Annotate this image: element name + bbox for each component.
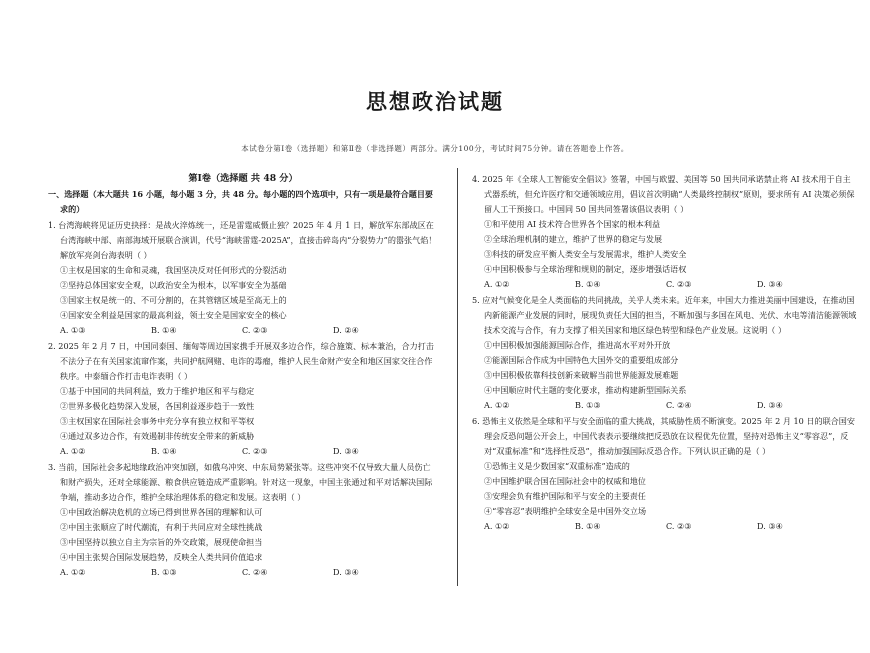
right-question-list	[472, 172, 858, 534]
question-stem: 2. 2025 年 2 月 7 日，中国同泰国、缅甸等周边国家携手开展双多边合作，综合施策、标本兼治，合力打击不法分子在有关国家流窜作案，共同护航网赌、电诈的毒瘤，维护人民生命财产安全和地区国家交往合作秩序。中泰缅合作打击电诈表明（ ）	[48, 341, 434, 381]
page-title: 思想政治试题	[366, 89, 504, 114]
question-item	[48, 339, 438, 459]
question-stem: 5. 应对气候变化是全人类面临的共同挑战，关乎人类未来。近年来，中国大力推进美丽中国建设，在推动国内新能源产业发展的同时，展现负责任大国的担当，不断加强与多国在风电、光伏、水电等清洁能源领域技术交流与合作，有力支撑了相关国家和地区绿色转型和绿色产业发展。这说明（ ）	[472, 295, 857, 335]
answer-choice: A. ①②	[484, 400, 510, 410]
statement-option: ①中国积极加强能源国际合作，推进高水平对外开放	[484, 340, 671, 350]
statement-option: ①恐怖主义是少数国家“双重标准”造成的	[484, 461, 630, 471]
section-instruction: 一、选择题（本大题共 16 小题，每小题 3 分，共 48 分。每小题的四个选项中，只有一项是最符合题目要求的）	[48, 189, 434, 214]
statement-option: ②能源国际合作成为中国特色大国外交的重要组成部分	[484, 355, 679, 365]
answer-choice: C. ②③	[666, 521, 692, 531]
answer-choice: D. ③④	[757, 521, 783, 531]
section-title: 第Ⅰ卷（选择题 共 48 分）	[188, 173, 298, 184]
statement-option: ④国家安全利益是国家的最高利益，领土安全是国家安全的核心	[60, 310, 287, 320]
statement-option: ③科技的研发应平衡人类安全与发展需求，维护人类安全	[484, 249, 687, 259]
statement-option: ③国家主权是统一的、不可分割的，在其管辖区域是至高无上的	[60, 295, 287, 305]
statement-option: ③安理会负有维护国际和平与安全的主要责任	[484, 491, 646, 501]
answer-choices	[472, 519, 858, 534]
answer-choices	[48, 565, 438, 580]
answer-choice: B. ①④	[151, 325, 177, 335]
statement-option: ④中国积极参与全球治理和规则的制定，逐步增强话语权	[484, 264, 687, 274]
answer-choice: D. ③④	[333, 446, 359, 456]
statement-option: ①和平使用 AI 技术符合世界各个国家的根本利益	[484, 219, 661, 229]
statement-option: ④通过双多边合作，有效遏制非传统安全带来的新威胁	[60, 431, 255, 441]
statement-option: ①中国政治解决危机的立场已得到世界各国的理解和认可	[60, 507, 263, 517]
question-item	[472, 172, 858, 292]
answer-choice: B. ①④	[151, 446, 177, 456]
answer-choice: B. ①④	[575, 279, 601, 289]
answer-choices	[48, 323, 438, 338]
answer-choice: B. ①③	[575, 400, 601, 410]
answer-choices	[472, 398, 858, 413]
question-item	[48, 218, 438, 338]
answer-choice: A. ①②	[60, 446, 86, 456]
answer-choices	[472, 277, 858, 292]
statement-option: ①主权是国家的生命和灵魂，我国坚决反对任何形式的分裂活动	[60, 265, 287, 275]
answer-choice: D. ③④	[757, 400, 783, 410]
answer-choice: D. ③④	[757, 279, 783, 289]
statement-option: ④中国顺应时代主题的变化要求，推动构建新型国际关系	[484, 385, 687, 395]
question-item	[472, 414, 858, 534]
left-question-list	[48, 218, 438, 580]
statement-option: ④“零容忍”表明维护全球安全是中国外交立场	[484, 506, 647, 516]
answer-choice: B. ①④	[575, 521, 601, 531]
right-column	[472, 171, 858, 534]
answer-choice: B. ①③	[151, 567, 177, 577]
statement-option: ③中国积极依靠科技创新来破解当前世界能源发展难题	[484, 370, 679, 380]
exam-notice: 本试卷分第Ⅰ卷（选择题）和第Ⅱ卷（非选择题）两部分。满分100分，考试时间75分钟。请在答题卷上作答。	[241, 144, 629, 153]
question-stem: 6. 恐怖主义依然是全球和平与安全面临的重大挑战，其威胁性质不断演变。2025 年 2 月 10 日的联合国安理会反恐问题公开会上，中国代表表示要继续把反恐放在议程优先位置，坚持对恐怖主义“零容忍”，反对“双重标准”和“选择性反恐”，推动加强国际反恐合作。下列认识正确的是（ ）	[472, 416, 855, 456]
answer-choice: C. ②④	[242, 567, 268, 577]
answer-choice: D. ③④	[333, 567, 359, 577]
answer-choice: C. ②④	[666, 400, 692, 410]
answer-choices	[48, 444, 438, 459]
answer-choice: A. ①②	[60, 567, 86, 577]
statement-option: ②中国主张顺应了时代潮流，有利于共同应对全球性挑战	[60, 522, 263, 532]
answer-choice: C. ②③	[242, 325, 268, 335]
statement-option: ③中国坚持以独立自主为宗旨的外交政策，展现使命担当	[60, 537, 263, 547]
statement-option: ③主权国家在国际社会事务中充分享有独立权和平等权	[60, 416, 255, 426]
question-item	[48, 460, 438, 580]
statement-option: ②中国维护联合国在国际社会中的权威和地位	[484, 476, 646, 486]
column-divider	[457, 168, 458, 586]
left-column	[48, 171, 438, 580]
statement-option: ②世界多极化趋势深入发展，各国利益逐步趋于一致性	[60, 401, 255, 411]
answer-choice: D. ②④	[333, 325, 359, 335]
statement-option: ②坚持总体国家安全观，以政治安全为根本，以军事安全为基础	[60, 280, 287, 290]
statement-option: ②全球治理机制的建立，维护了世界的稳定与发展	[484, 234, 663, 244]
question-item	[472, 293, 858, 413]
answer-choice: A. ①③	[60, 325, 86, 335]
answer-choice: C. ②③	[666, 279, 692, 289]
statement-option: ④中国主张契合国际发展趋势，反映全人类共同价值追求	[60, 552, 263, 562]
question-stem: 4. 2025 年《全球人工智能安全倡议》签署，中国与欧盟、美国等 50 国共同承诺禁止将 AI 技术用于自主式器系统，但允许医疗和交通领域应用，倡议首次明确“人类最终控制权”原则，要求所有 AI 决策必须保留人工干预接口。中国同 50 国共同签署该倡议表明（ ）	[472, 174, 855, 214]
statement-option: ①基于中国同的共同利益，致力于维护地区和平与稳定	[60, 386, 255, 396]
answer-choice: A. ①②	[484, 279, 510, 289]
answer-choice: C. ②③	[242, 446, 268, 456]
question-stem: 3. 当前，国际社会多起地缘政治冲突加剧，如俄乌冲突、中东局势紧张等。这些冲突不仅导致大量人员伤亡和财产损失，还对全球能源、粮食供应链造成严重影响。针对这一现象，中国主张通过和平对话解决国际争端，推动多边合作，维护全球治理体系的稳定和发展。这表明（ ）	[48, 462, 433, 502]
question-stem: 1. 台湾海峡将见证历史抉择：是战火淬炼统一，还是雷霆威慑止独？2025 年 4 月 1 日，解放军东部战区在台湾海峡中部、南部海域开展联合演训，代号“海峡雷霆-2025A”，直接击碎岛内“分裂势力”的嚣张气焰！解放军亮剑台海表明（ ）	[48, 220, 437, 260]
answer-choice: A. ①②	[484, 521, 510, 531]
